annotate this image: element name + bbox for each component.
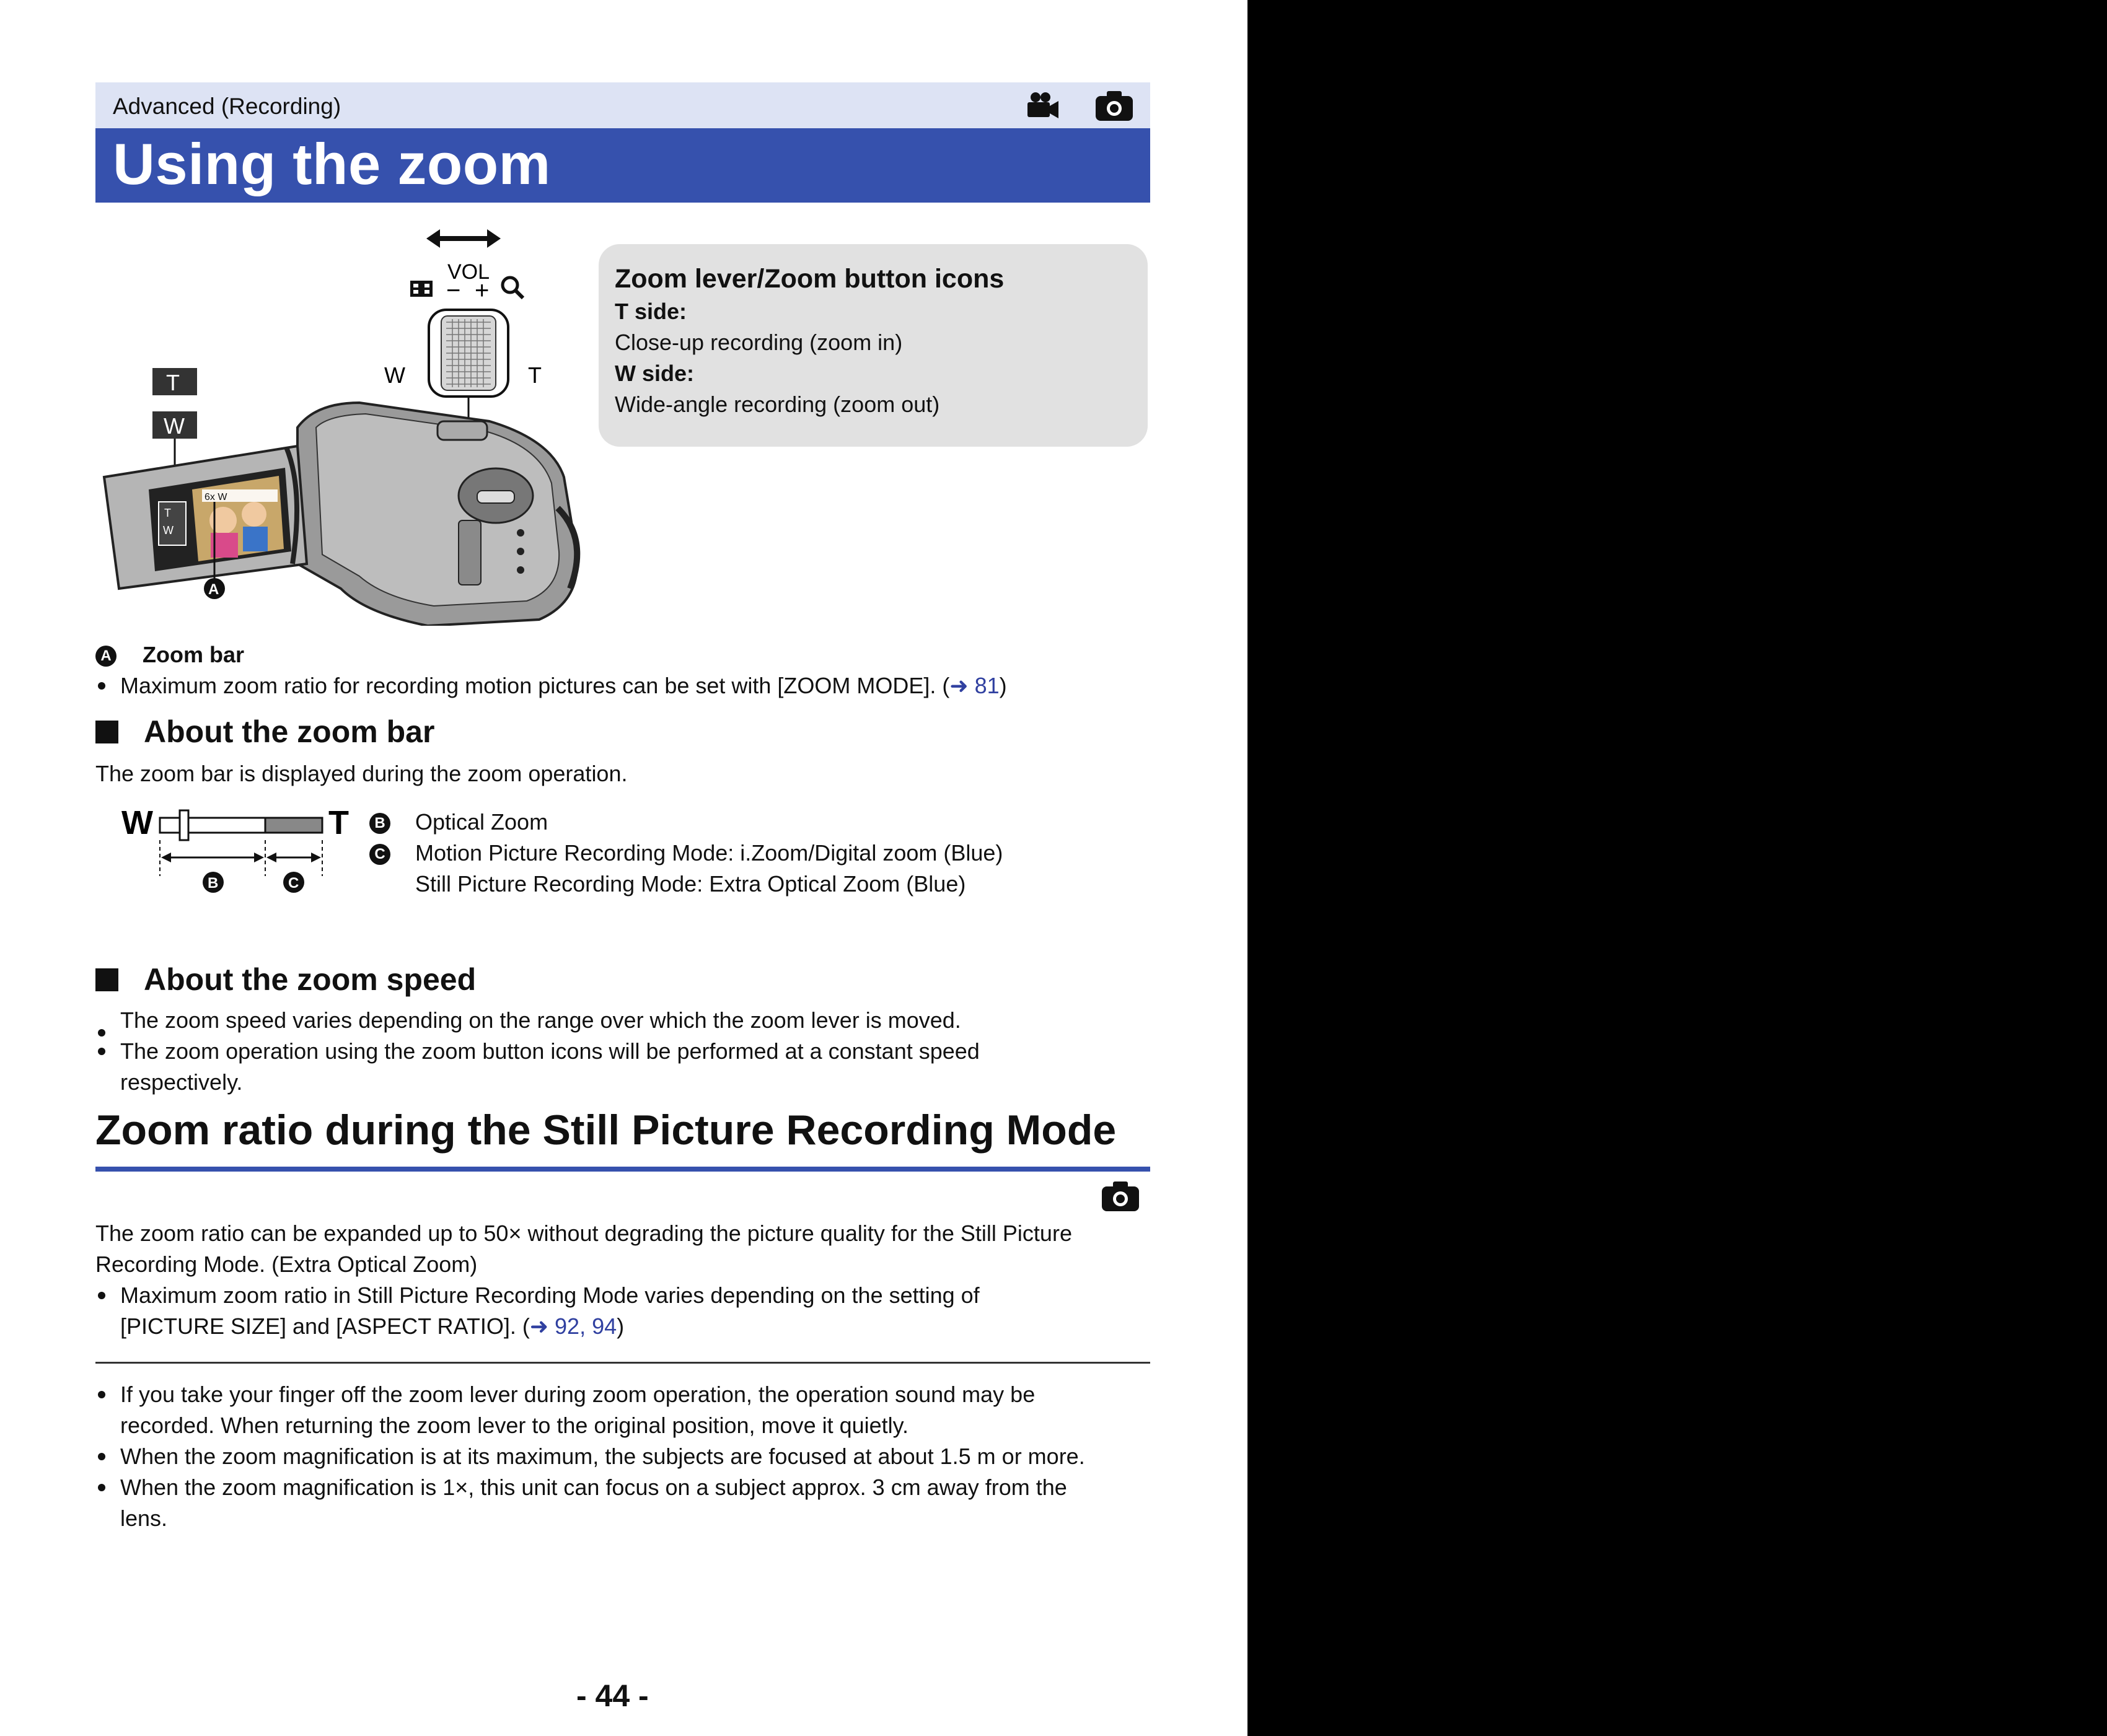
optical-zoom-text: Optical Zoom [415,809,548,835]
camcorder-diagram [93,217,589,626]
svg-text:B: B [208,875,219,892]
bar-w-label: W [121,804,153,841]
bar-t-label: T [328,804,349,841]
notes-divider [95,1362,1150,1364]
lever-direction-arrow [426,229,501,248]
zoom-bar-note: Maximum zoom ratio for recording motion pictures can be set with [ZOOM MODE]. (➜ 81) [120,673,1007,698]
zoom-position-indicator [180,810,188,840]
camcorder-body [297,403,577,626]
still-zoom-para-1b: Recording Mode. (Extra Optical Zoom) [95,1252,478,1277]
lever-t-label: T [528,362,542,388]
still-zoom-heading: Zoom ratio during the Still Picture Recording Mode [95,1107,1117,1154]
bullet [98,1029,105,1037]
motion-picture-zoom-text: Motion Picture Recording Mode: i.Zoom/Digital zoom (Blue) [415,840,1003,866]
bullet [98,1048,105,1055]
section-square [95,968,118,991]
svg-text:C: C [288,875,299,892]
still-camera-icon [1101,1180,1140,1212]
vol-minus: − [446,277,461,304]
zoom-bar-label: Zoom bar [143,642,245,667]
t-button-label: T [166,370,180,395]
svg-text:A: A [208,581,219,598]
note-2: When the zoom magnification is at its maximum, the subjects are focused at about 1.5 m or more. [120,1444,1085,1469]
w-side-label: W side: [615,361,695,386]
note-1b: recorded. When returning the zoom lever to the original position, move it quietly. [120,1413,908,1438]
about-zoom-speed-heading: About the zoom speed [144,962,477,997]
vol-plus: + [475,277,490,304]
about-zoom-bar-intro: The zoom bar is displayed during the zoom operation. [95,761,628,786]
bullet [98,1453,105,1460]
w-button-label: W [164,413,185,439]
wide-icon [410,281,433,297]
marker-b-legend: B [369,813,390,834]
marker-a-legend: A [95,646,117,667]
zoom-speed-bullet-2b: respectively. [120,1069,243,1095]
still-camera-icon [1094,90,1134,122]
zoom-speed-bullet-1: The zoom speed varies depending on the range over which the zoom lever is moved. [120,1007,961,1033]
bullet [98,682,105,690]
heading-underline [95,1167,1150,1172]
about-zoom-bar-heading: About the zoom bar [144,714,435,749]
still-zoom-para-1a: The zoom ratio can be expanded up to 50× without degrading the picture quality for the Still Picture [95,1221,1072,1246]
bullet [98,1484,105,1491]
movie-camera-icon [1025,90,1060,121]
zoom-lever [429,310,508,397]
still-zoom-bullet-b: [PICTURE SIZE] and [ASPECT RATIO]. (➜ 92, 94) [120,1313,625,1339]
t-side-text: Close-up recording (zoom in) [615,330,903,355]
svg-text:W: W [163,524,174,537]
category-label: Advanced (Recording) [113,94,341,119]
title-banner [95,128,1150,203]
t-side-label: T side: [615,299,687,324]
tele-magnifier-icon [503,278,523,298]
page-link-81[interactable]: 81 [974,673,1000,698]
still-picture-zoom-text: Still Picture Recording Mode: Extra Optical Zoom (Blue) [415,871,966,896]
zoom-speed-bullet-2a: The zoom operation using the zoom button icons will be performed at a constant speed [120,1038,980,1064]
bullet [98,1292,105,1299]
note-1a: If you take your finger off the zoom lever during zoom operation, the operation sound may be [120,1382,1036,1407]
page-number: - 44 - [576,1678,649,1713]
lcd-monitor [104,446,307,589]
zoom-bar-diagram [121,803,369,902]
section-header-bar [95,82,1150,128]
svg-text:T: T [164,507,171,519]
section-square [95,721,118,743]
bullet [98,1391,105,1398]
page-link-94[interactable]: 94 [592,1313,617,1339]
vol-label: VOL [447,260,490,284]
lever-w-label: W [384,362,405,388]
note-3a: When the zoom magnification is 1×, this unit can focus on a subject approx. 3 cm away from the [120,1475,1067,1500]
digital-zoom-range [265,818,322,833]
page-title: Using the zoom [113,131,551,196]
page-link-92[interactable]: 92 [555,1313,580,1339]
info-box-heading: Zoom lever/Zoom button icons [615,264,1005,294]
zoom-icons-info-box [599,244,1148,447]
screen-zoom-text: 6x W [205,492,227,502]
w-side-text: Wide-angle recording (zoom out) [615,392,940,417]
note-3b: lens. [120,1506,168,1531]
marker-c-legend: C [369,844,390,865]
still-zoom-bullet-a: Maximum zoom ratio in Still Picture Recording Mode varies depending on the setting of [120,1282,980,1308]
